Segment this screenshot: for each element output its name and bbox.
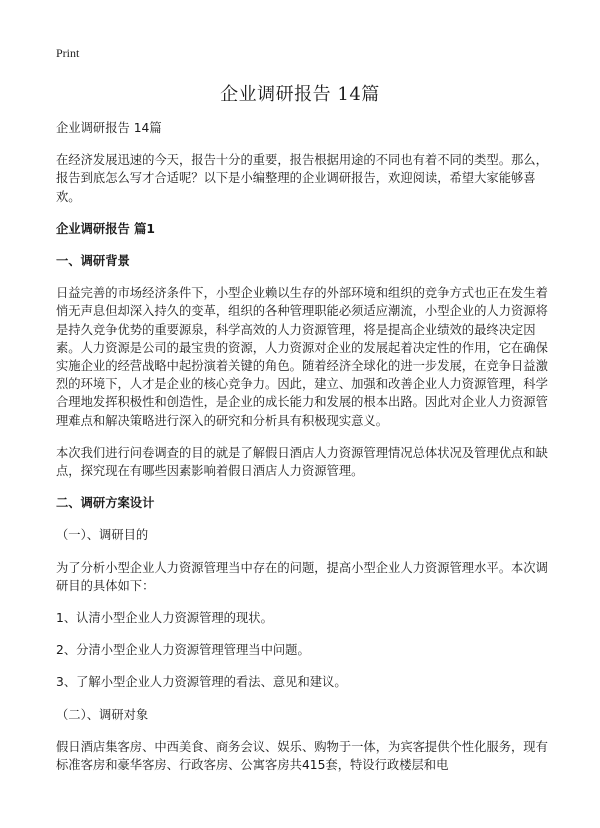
heading-plan-design: 二、调研方案设计 [56, 496, 155, 511]
background-paragraph: 日益完善的市场经济条件下，小型企业赖以生存的外部环境和组织的竞争方式也正在发生着悄无声息但却深入持久的变革，组织的各种管理职能必须适应潮流，小型企业的人力资源将是持久竞争优势的重要源泉，科学高效的人力资源管理，将是提高企业绩效的最终决定因素。人力资源是公司的最宝贵的资源，人力资源对企业的发展起着决定性的作用，它在确保实施企业的经营战略中起扮演着关键的角色。随着经济全球化的进一步发展，在竞争日益激烈的环境下，人才是企业的核心竞争力。因此，建立、加强和改善企业人力资源管理，科学合理地发挥积极性和创造性，是企业的成长能力和发展的根本出路。因此对企业人力资源管理难点和解决策略进行深入的研究和分析具有积极现实意义。 [56, 286, 548, 428]
objective-paragraph: 为了分析小型企业人力资源管理当中存在的问题，提高小型企业人力资源管理水平。本次调研目的具体如下： [56, 560, 548, 593]
list-item: 2、分清小型企业人力资源管理管理当中问题。 [56, 643, 310, 658]
list-item: 3、了解小型企业人力资源管理的看法、意见和建议。 [56, 675, 347, 690]
list-item: 1、认清小型企业人力资源管理的现状。 [56, 611, 273, 626]
page-title: 企业调研报告 14篇 [220, 84, 380, 105]
target-paragraph: 假日酒店集客房、中西美食、商务会议、娱乐、购物于一体，为宾客提供个性化服务，现有标准客房和豪华客房、行政客房、公寓客房共415套，特设行政楼层和电 [56, 739, 548, 773]
subheading-objective: （一）、调研目的 [56, 528, 149, 543]
survey-purpose-paragraph: 本次我们进行问卷调查的目的就是了解假日酒店人力资源管理情况总体状况及管理优点和缺点，探究现在有哪些因素影响着假日酒店人力资源管理。 [56, 445, 548, 479]
print-link[interactable]: Print [56, 46, 80, 60]
document-subtitle: 企业调研报告 14篇 [56, 121, 162, 135]
document-body [56, 119, 550, 788]
heading-background: 一、调研背景 [56, 254, 130, 269]
subheading-target: （二）、调研对象 [56, 707, 149, 722]
section-title: 企业调研报告 篇1 [56, 221, 155, 236]
intro-paragraph: 在经济发展迅速的今天，报告十分的重要，报告根据用途的不同也有着不同的类型。那么，报告到底怎么写才合适呢？以下是小编整理的企业调研报告，欢迎阅读，希望大家能够喜欢。 [56, 153, 548, 204]
